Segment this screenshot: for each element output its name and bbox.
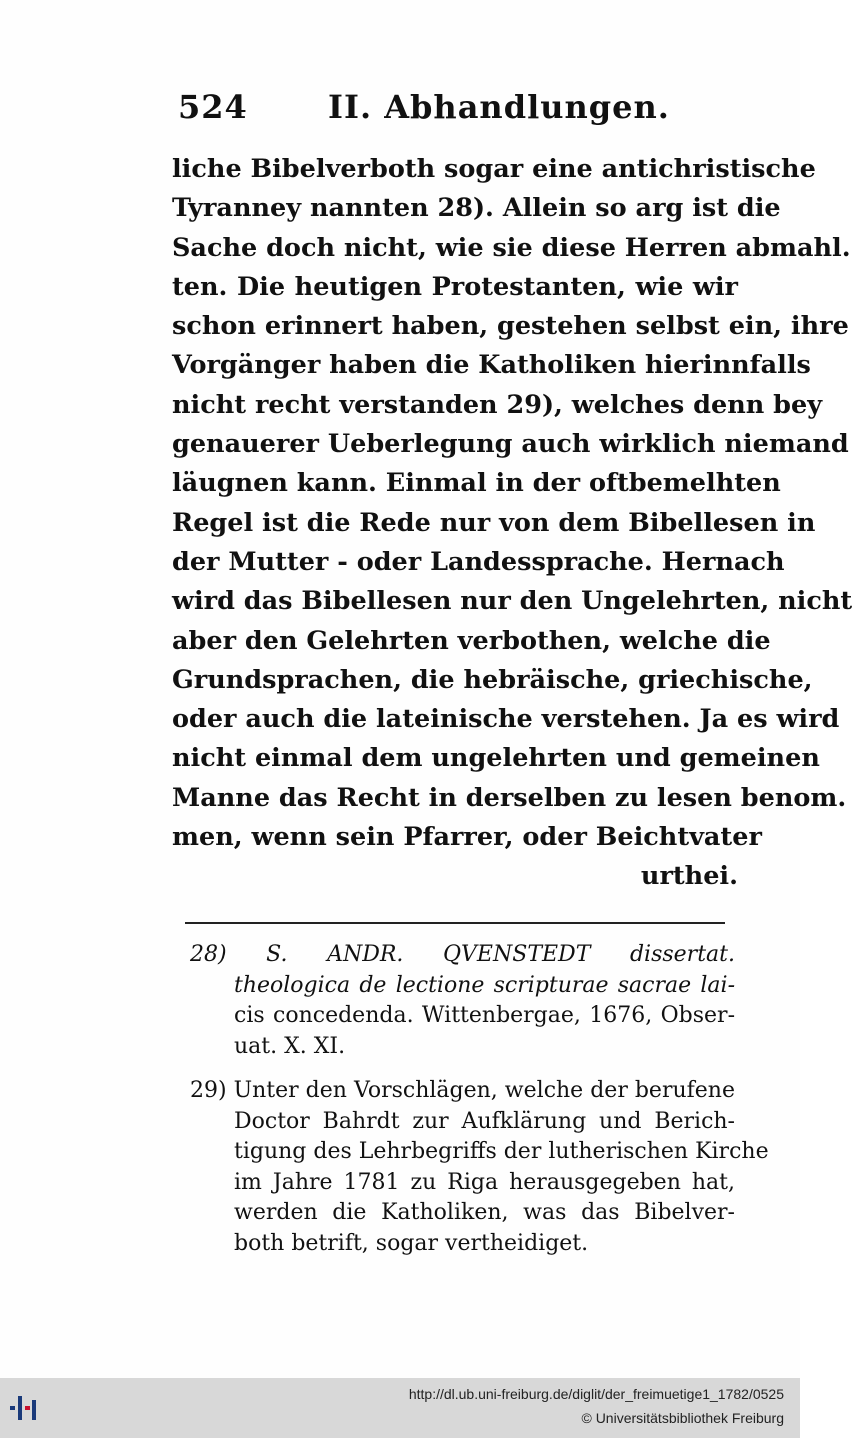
text-line: Regel ist die Rede nur von dem Bibellesen in xyxy=(172,507,816,538)
footnote-line: Doctor Bahrdt zur Aufklärung und Berich- xyxy=(234,1108,735,1134)
text-line: Grundsprachen, die hebräische, griechische, xyxy=(172,664,813,695)
text-line: nicht einmal dem ungelehrten und gemeinen xyxy=(172,743,820,774)
running-head: II. Abhandlungen. xyxy=(328,88,670,126)
footnote-line: both betrift, sogar vertheidiget. xyxy=(234,1230,589,1256)
text-line: Vorgänger haben die Katholiken hierinnfalls xyxy=(172,350,811,381)
ub-freiburg-logo-icon xyxy=(10,1390,40,1426)
text-line: der Mutter - oder Landessprache. Hernach xyxy=(172,546,785,577)
text-line: liche Bibelverboth sogar eine antichristische xyxy=(172,154,816,184)
text-line: schon erinnert haben, gestehen selbst ein, ihre xyxy=(172,311,849,342)
text-line: oder auch die lateinische verstehen. Ja es wird xyxy=(172,704,840,735)
footnote-line: uat. X. XI. xyxy=(234,1033,346,1059)
permalink-url[interactable]: http://dl.ub.uni-freiburg.de/diglit/der_freimuetige1_1782/0525 xyxy=(408,1386,784,1402)
page-number: 524 xyxy=(178,88,248,126)
body-text xyxy=(172,150,852,897)
footnote-line: tigung des Lehrbegriffs der lutherischen Kirche xyxy=(234,1139,769,1164)
footnote-line: theologica de lectione scripturae sacrae lai- xyxy=(234,972,735,998)
text-line: men, wenn sein Pfarrer, oder Beichtvater xyxy=(172,822,762,853)
footnote-28 xyxy=(190,940,735,1062)
text-line: Sache doch nicht, wie sie diese Herren abmahl. xyxy=(172,232,851,263)
footnote-line: werden die Katholiken, was das Bibelver- xyxy=(234,1200,735,1225)
text-line: Manne das Recht in derselben zu lesen benom. xyxy=(172,782,847,813)
text-line: ten. Die heutigen Protestanten, wie wir xyxy=(172,271,738,302)
text-line: läugnen kann. Einmal in der oftbemelhten xyxy=(172,468,781,499)
text-line: nicht recht verstanden 29), welches denn bey xyxy=(172,389,823,420)
footnote-line: cis concedenda. Wittenbergae, 1676, Obser- xyxy=(234,1003,735,1028)
text-line: wird das Bibellesen nur den Ungelehrten, nicht xyxy=(172,586,852,617)
text-line: Tyranney nannten 28). Allein so arg ist die xyxy=(172,193,781,224)
viewer-footer xyxy=(0,1378,800,1438)
footnote-rule xyxy=(185,922,725,924)
footnote-29 xyxy=(190,1076,769,1259)
copyright-notice: © Universitätsbibliothek Freiburg xyxy=(581,1410,784,1426)
footnote-line: 28) S. ANDR. QVENSTEDT dissertat. xyxy=(190,942,735,967)
text-line: aber den Gelehrten verbothen, welche die xyxy=(172,625,771,656)
page-header xyxy=(178,88,738,138)
catchword: urthei. xyxy=(640,861,738,892)
text-line: genauerer Ueberlegung auch wirklich niemand xyxy=(172,429,849,460)
footnote-line: im Jahre 1781 zu Riga herausgegeben hat, xyxy=(234,1169,735,1195)
footnotes xyxy=(190,940,769,1273)
footnote-line: 29) Unter den Vorschlägen, welche der berufene xyxy=(190,1078,735,1103)
